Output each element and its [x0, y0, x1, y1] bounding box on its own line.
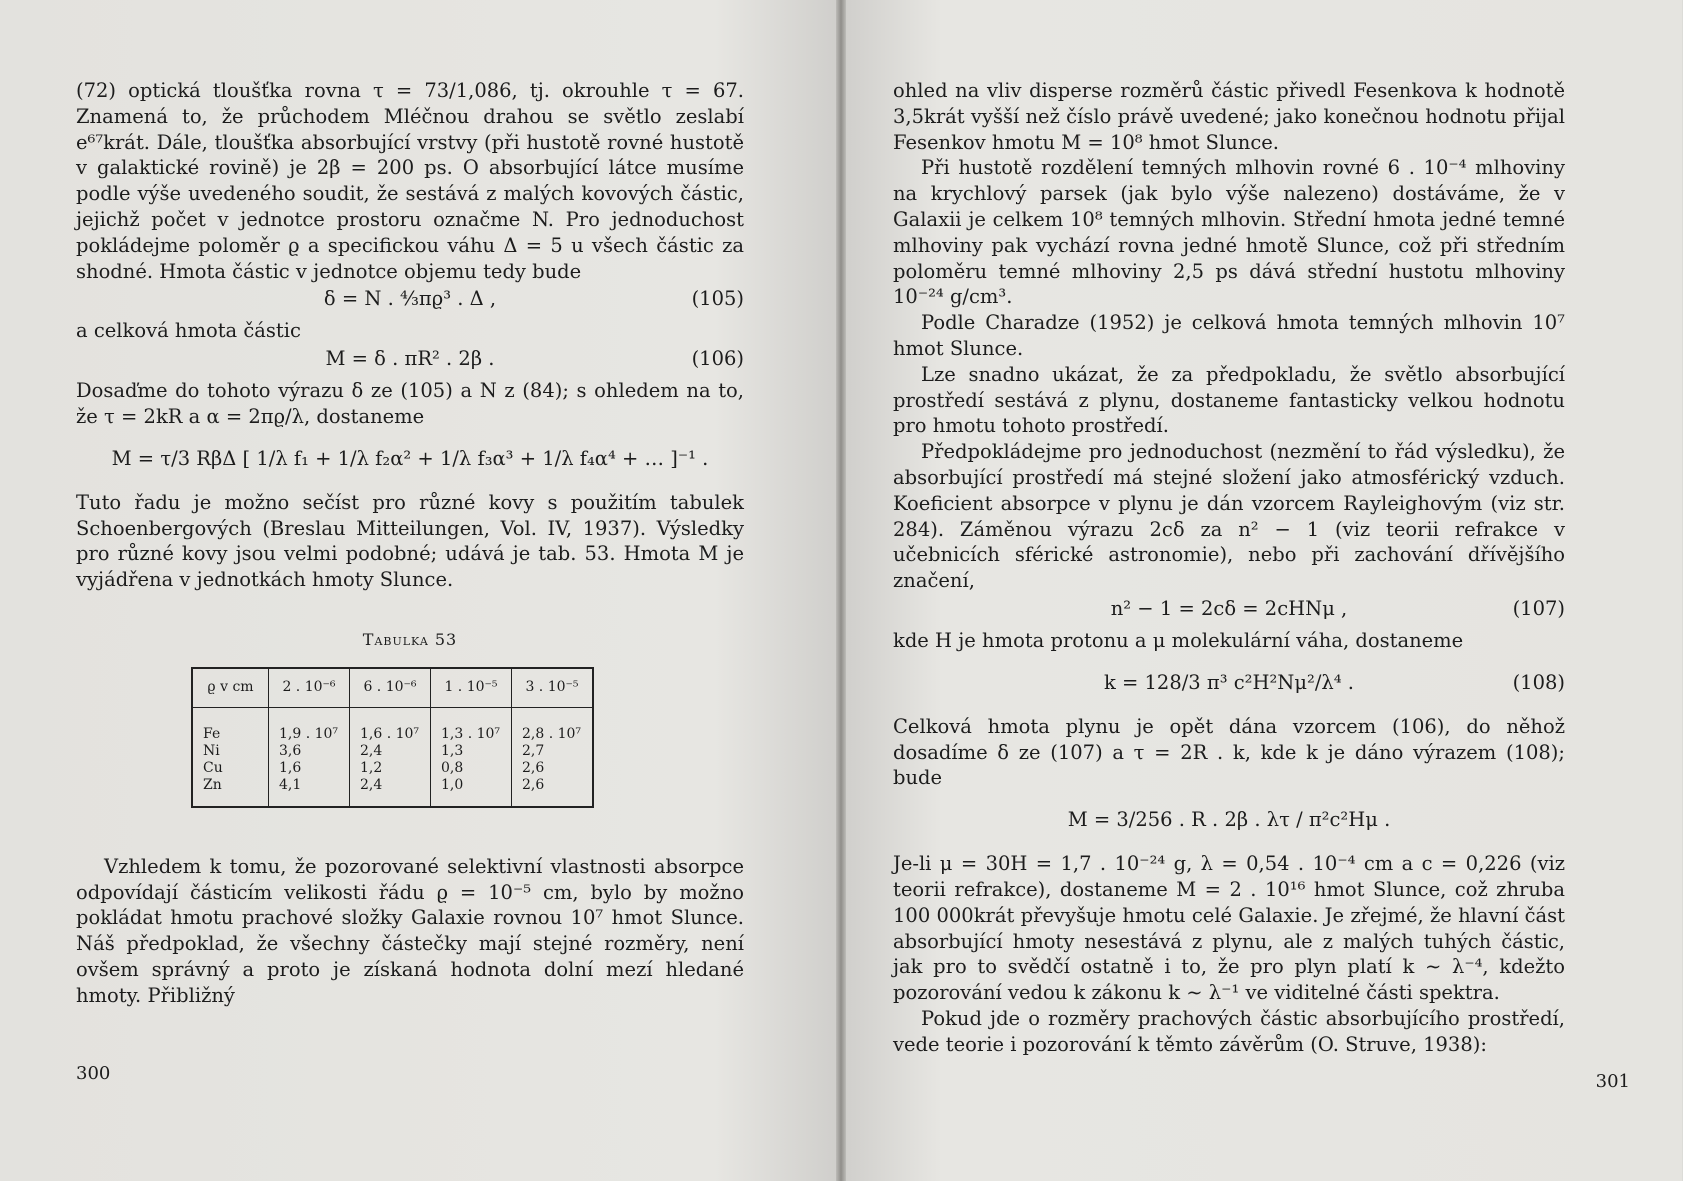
left-para-3: Dosaďme do tohoto výrazu δ ze (105) a N z (84); s ohledem na to, že τ = 2kR a α = 2πϱ/λ, dostaneme: [76, 379, 744, 428]
table-cell: 2,8 . 10⁷: [522, 725, 582, 742]
right-para-2: Při hustotě rozdělení temných mlhovin rovné 6 . 10⁻⁴ mlhoviny na krychlový parsek (jak bylo výše nalezeno) dostáváme, že v Galaxii je celkem 10⁸ temných mlhovin. Střední hmota jedné temné mlhoviny pak vychází rovna jedné hmotě Slunce, což při středním poloměru temné mlhoviny 2,5 ps dává střední hustotu mlhoviny 10⁻²⁴ g/cm³.: [893, 156, 1565, 309]
right-para-5: Předpokládejme pro jednoduchost (nezmění to řád výsledku), že absorbující prostředí má stejné složení jako atmosférický vzduch. Koeficient absorpce v plynu je dán vzorcem Rayleighovým (viz str. 284). Záměnou výrazu 2cδ za n² − 1 (viz teorii refrakce v učebnicích sférické astronomie), nebo při zachování dřívějšího značení,: [893, 440, 1565, 593]
right-para-3: Podle Charadze (1952) je celková hmota temných mlhovin 10⁷ hmot Slunce.: [893, 311, 1565, 360]
table-caption: Tabulka 53: [362, 629, 458, 649]
table-cell: 1,9 . 10⁷: [279, 725, 339, 742]
left-page: [0, 0, 841, 1181]
right-para-1: ohled na vliv disperse rozměrů částic přivedl Fesenkova k hodnotě 3,5krát vyšší než číslo právě uvedené; jako konečnou hodnotu přijal Fesenkov hmotu M = 10⁸ hmot Slunce.: [893, 79, 1565, 154]
table-cell: 1,3 . 10⁷: [441, 725, 501, 742]
table-header-cell: 1 . 10⁻⁵: [431, 668, 512, 708]
table-cell: 0,8: [441, 759, 464, 776]
page-number-left: 300: [76, 1063, 111, 1084]
table-cell: Zn: [203, 776, 222, 793]
equation-106-number: (106): [691, 347, 744, 371]
equation-108: [893, 656, 1565, 712]
table-col-1e-5: [431, 707, 512, 807]
right-para-9: Pokud jde o rozměry prachových částic absorbujícího prostředí, vede teorie i pozorování k těmto závěrům (O. Struve, 1938):: [893, 1006, 1565, 1056]
equation-series-body: M = τ/3 RβΔ [ 1/λ f₁ + 1/λ f₂α² + 1/λ f₃α³ + 1/λ f₄α⁴ + … ]⁻¹ .: [111, 446, 709, 470]
equation-mass-body: M = 3/256 . R . 2β . λτ / π²c²Hμ .: [1067, 808, 1391, 832]
table-cell: Fe: [203, 725, 221, 742]
table-cell: 1,2: [360, 759, 383, 776]
right-para-8: Je-li μ = 30H = 1,7 . 10⁻²⁴ g, λ = 0,54 . 10⁻⁴ cm a c = 0,226 (viz teorii refrakce), dostaneme M = 2 . 10¹⁶ hmot Slunce, což zhruba 100 000krát převyšuje hmotu celé Galaxie. Je zřejmé, že hlavní část absorbující hmoty nesestává z plynu, ale z malých tuhých částic, jak pro to svědčí ostatně i to, že pro plyn platí k ∼ λ⁻⁴, kdežto pozorování vedou k zákonu k ∼ λ⁻¹ ve viditelné části spektra.: [893, 852, 1565, 1005]
table-cell: 3,6: [279, 742, 302, 759]
table-header-cell: 2 . 10⁻⁶: [269, 668, 350, 708]
table-cell: 4,1: [279, 776, 302, 793]
table-cell: 2,7: [522, 742, 545, 759]
left-para-4: Tuto řadu je možno sečíst pro různé kovy s použitím tabulek Schoenbergových (Breslau Mitteilungen, Vol. IV, 1937). Výsledky pro různé kovy jsou velmi podobné; udává je tab. 53. Hmota M je vyjádřena v jednotkách hmoty Slunce.: [76, 490, 744, 592]
table-header-cell: ϱ v cm: [192, 668, 269, 708]
equation-105-body: δ = N . ⁴⁄₃πϱ³ . Δ ,: [323, 287, 497, 311]
table-cell: 2,4: [360, 776, 383, 793]
table-header-cell: 6 . 10⁻⁶: [350, 668, 431, 708]
table-53: [191, 667, 594, 808]
equation-106: [76, 346, 744, 376]
equation-108-body: k = 128/3 π³ c²H²Nμ²/λ⁴ .: [1103, 670, 1355, 694]
table-cell: 1,6: [279, 759, 302, 776]
equation-105: [76, 286, 744, 316]
table-cell: Cu: [203, 759, 223, 776]
equation-106-body: M = δ . πR² . 2β .: [325, 347, 495, 371]
right-para-4: Lze snadno ukázat, že za předpokladu, že světlo absorbující prostředí sestává z plynu, dostaneme fantasticky velkou hodnotu pro hmotu tohoto prostředí.: [893, 362, 1565, 438]
table-col-2e-6: [269, 707, 350, 807]
right-page-text: [893, 78, 1565, 1058]
right-page: [841, 0, 1682, 1181]
table-cell: 2,4: [360, 742, 383, 759]
table-col-3e-5: [512, 707, 594, 807]
table-col-6e-6: [350, 707, 431, 807]
page-number-right: 301: [1595, 1071, 1630, 1092]
left-para-2: a celková hmota částic: [76, 319, 301, 343]
table-cell: Ni: [203, 742, 220, 759]
table-col-element: [192, 707, 269, 807]
right-para-6: kde H je hmota protonu a μ molekulární váha, dostaneme: [893, 628, 1464, 652]
table-cell: 2,6: [522, 759, 545, 776]
table-cell: 1,6 . 10⁷: [360, 725, 420, 742]
left-para-5: Vzhledem k tomu, že pozorované selektivní vlastnosti absorpce odpovídají částicím velikosti řádu ϱ = 10⁻⁵ cm, bylo by možno pokládat hmotu prachové složky Galaxie rovnou 10⁷ hmot Slunce. Náš předpoklad, že všechny částečky mají stejné rozměry, není ovšem správný a proto je získaná hodnota dolní mezí hledané hmoty. Přibližný: [76, 854, 744, 1007]
left-para-1: (72) optická tloušťka rovna τ = 73/1,086, tj. okrouhle τ = 67. Znamená to, že průchodem Mléčnou drahou se světlo zeslabí e⁶⁷krát. Dále, tloušťka absorbující vrstvy (při hustotě rovné hustotě v galaktické rovině) je 2β = 200 ps. O absorbující látce musíme podle výše uvedeného soudit, že sestává z malých kovových částic, jejichž počet v jednotce prostoru označme N. Pro jednoduchost pokládejme poloměr ϱ a specifickou váhu Δ = 5 u všech částic za shodné. Hmota částic v jednotce objemu tedy bude: [76, 79, 744, 283]
table-cell: 2,6: [522, 776, 545, 793]
equation-mass: [893, 793, 1565, 849]
table-header-row: [192, 668, 593, 708]
table-cell: 1,3: [441, 742, 464, 759]
equation-107: [893, 596, 1565, 626]
table-header-cell: 3 . 10⁻⁵: [512, 668, 594, 708]
equation-series: [76, 432, 744, 488]
equation-107-body: n² − 1 = 2cδ = 2cHNμ ,: [1110, 596, 1348, 620]
equation-108-number: (108): [1512, 670, 1565, 694]
left-page-text: [76, 78, 744, 1009]
equation-105-number: (105): [691, 287, 744, 311]
book-gutter: [836, 0, 846, 1181]
equation-107-number: (107): [1512, 596, 1565, 620]
table-body-row: [192, 707, 593, 807]
right-para-7: Celková hmota plynu je opět dána vzorcem (106), do něhož dosadíme δ ze (107) a τ = 2R . k, kde k je dáno výrazem (108); bude: [893, 714, 1565, 790]
table-cell: 1,0: [441, 776, 464, 793]
